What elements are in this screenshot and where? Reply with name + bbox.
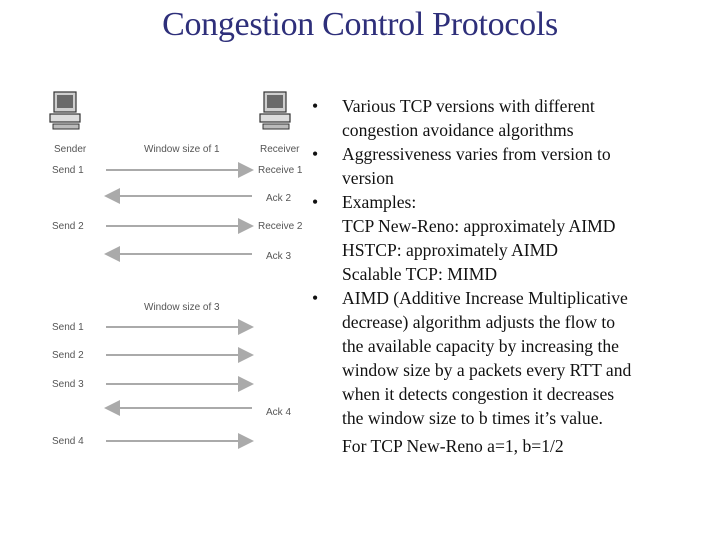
- sender-label: Sender: [54, 144, 87, 155]
- bullet-text: the available capacity by increasing the: [342, 336, 619, 356]
- bullet-marker: •: [312, 144, 319, 164]
- new-reno-parameters-note: For TCP New-Reno a=1, b=1/2: [342, 436, 564, 456]
- window-size-1-label: Window size of 1: [144, 144, 220, 155]
- bullet-text: the window size to b times it’s value.: [342, 408, 603, 428]
- w3-send-3-label: Send 3: [52, 379, 84, 390]
- bullet-list: [310, 94, 710, 458]
- w3-send-2-label: Send 2: [52, 350, 84, 361]
- bullet-text: Various TCP versions with different: [342, 96, 595, 116]
- window-size-3-label: Window size of 3: [144, 302, 220, 313]
- w3-send-1-label: Send 1: [52, 322, 84, 333]
- receiver-computer-icon: [260, 92, 290, 129]
- bullet-text: when it detects congestion it decreases: [342, 384, 615, 404]
- bullet-text: version: [342, 168, 394, 188]
- tcp-window-diagram: [44, 86, 306, 456]
- bullet-examples: [310, 190, 710, 286]
- bullet-text: decrease) algorithm adjusts the flow to: [342, 312, 616, 332]
- bullet-tcp-versions: [310, 94, 710, 142]
- bullet-text: congestion avoidance algorithms: [342, 120, 574, 140]
- example-hstcp: HSTCP: approximately AIMD: [342, 240, 559, 260]
- ack-3-label: Ack 3: [266, 251, 292, 262]
- send-2-label: Send 2: [52, 221, 84, 232]
- ack-4-label: Ack 4: [266, 407, 292, 418]
- bullet-text: Aggressiveness varies from version to: [342, 144, 611, 164]
- bullet-marker: •: [312, 288, 319, 308]
- receiver-label: Receiver: [260, 144, 300, 155]
- bullet-text: AIMD (Additive Increase Multiplicative: [342, 288, 628, 308]
- ack-2-label: Ack 2: [266, 193, 292, 204]
- bullet-aimd: [310, 286, 710, 430]
- example-scalable-tcp: Scalable TCP: MIMD: [342, 264, 498, 284]
- page-title: Congestion Control Protocols: [162, 6, 558, 43]
- sender-computer-icon: [50, 92, 80, 129]
- bullet-marker: •: [312, 192, 319, 212]
- send-1-label: Send 1: [52, 165, 84, 176]
- w3-send-4-label: Send 4: [52, 436, 84, 447]
- receive-1-label: Receive 1: [258, 165, 303, 176]
- bullet-text: window size by a packets every RTT and: [342, 360, 632, 380]
- receive-2-label: Receive 2: [258, 221, 303, 232]
- bullet-aggressiveness: [310, 142, 710, 190]
- bullet-marker: •: [312, 96, 319, 116]
- example-new-reno: TCP New-Reno: approximately AIMD: [342, 216, 616, 236]
- bullet-text: Examples:: [342, 192, 417, 212]
